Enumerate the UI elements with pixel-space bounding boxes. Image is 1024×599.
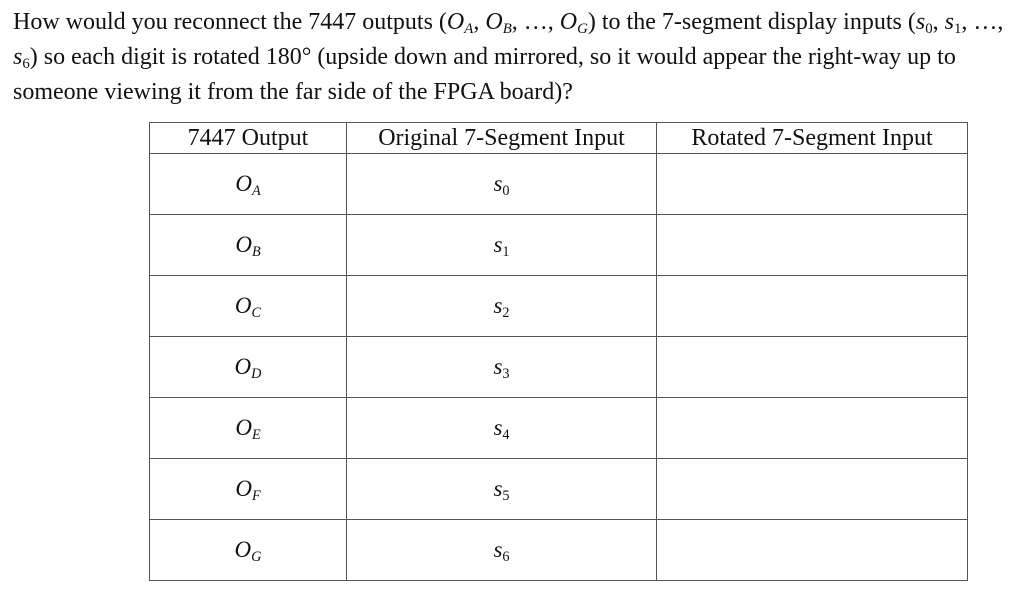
output-cell: $O_E$ [150,398,347,459]
table-row [150,459,968,520]
original-input-cell: $s_2$ [347,276,657,337]
output-cell: $O_A$ [150,154,347,215]
table-row [150,337,968,398]
rotated-input-cell[interactable] [657,520,968,581]
output-cell: $O_F$ [150,459,347,520]
table-row [150,520,968,581]
segment-mapping-table [149,122,968,581]
rotated-input-cell[interactable] [657,154,968,215]
table-row [150,154,968,215]
header-rotated-input: Rotated 7-Segment Input [657,123,968,154]
header-original-input: Original 7-Segment Input [347,123,657,154]
output-cell: $O_C$ [150,276,347,337]
rotated-input-cell[interactable] [657,337,968,398]
original-input-cell: $s_4$ [347,398,657,459]
original-input-cell: $s_0$ [347,154,657,215]
original-input-cell: $s_6$ [347,520,657,581]
original-input-cell: $s_5$ [347,459,657,520]
rotated-input-cell[interactable] [657,459,968,520]
table-row [150,215,968,276]
question-text: How would you reconnect the 7447 outputs ($O_A$, $O_B$, …, $O_G$) to the 7-segment display inputs ($s_0$, $s_1$, …, $s_6$) so each digit is rotated 180° (upside down and mirrored, so it would appear the right-way up to someone viewing it from the far side of the FPGA board)? [13,9,1004,105]
table-header-row [150,123,968,154]
rotated-input-cell[interactable] [657,276,968,337]
rotated-input-cell[interactable] [657,215,968,276]
output-cell: $O_D$ [150,337,347,398]
original-input-cell: $s_1$ [347,215,657,276]
original-input-cell: $s_3$ [347,337,657,398]
output-cell: $O_B$ [150,215,347,276]
output-cell: $O_G$ [150,520,347,581]
table-row [150,398,968,459]
table-row [150,276,968,337]
rotated-input-cell[interactable] [657,398,968,459]
header-7447-output: 7447 Output [150,123,347,154]
